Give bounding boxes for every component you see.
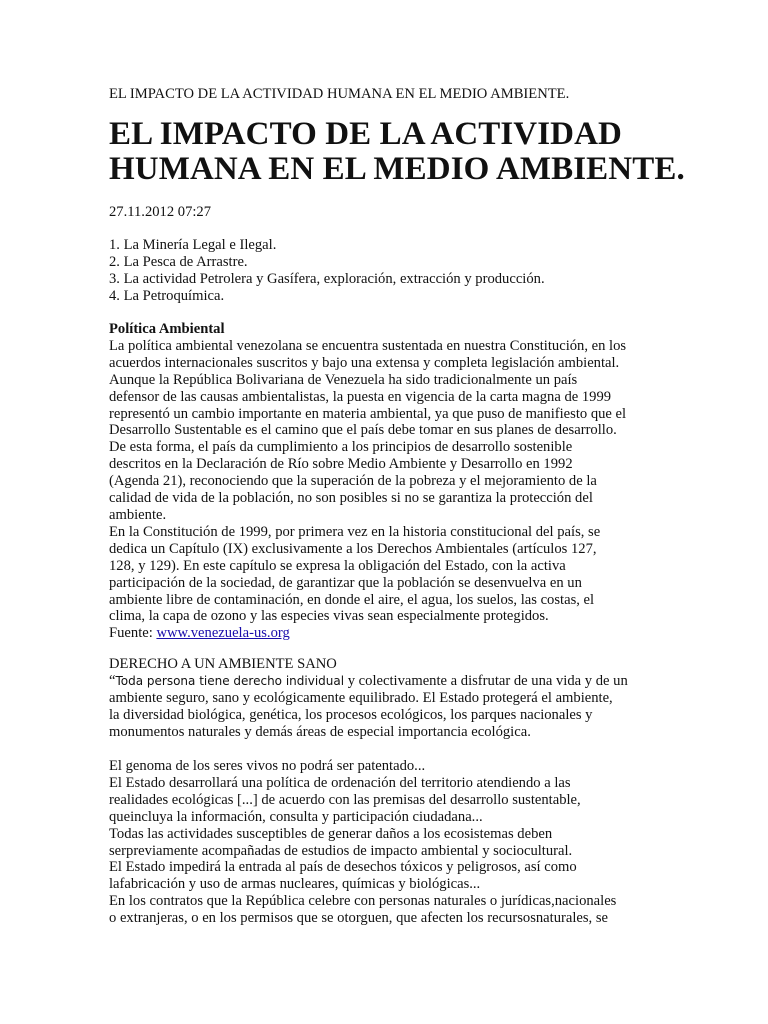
paragraph-line: 128, y 129). En este capítulo se expresa la obligación del Estado, con la activa [109,557,566,574]
paragraph-line: En los contratos que la República celebre con personas naturales o jurídicas,nacionales [109,893,617,910]
section-heading: Política Ambiental [109,321,225,337]
paragraph-line: Aunque la República Bolivariana de Venezuela ha sido tradicionalmente un país [109,371,578,388]
topic-item: 2. La Pesca de Arrastre. [109,253,248,270]
paragraph-line: Todas las actividades susceptibles de generar daños a los ecosistemas deben [109,825,553,842]
source-line [109,625,626,642]
topic-list [109,237,545,305]
paragraph-line: la diversidad biológica, genética, los procesos ecológicos, los parques nacionales y [109,706,593,723]
paragraph-line: monumentos naturales y demás áreas de especial importancia ecológica. [109,723,531,740]
paragraph-line: calidad de vida de la población, no son posibles si no se garantiza la protección del [109,490,593,507]
paragraph-line: ambiente libre de contaminación, en donde el aire, el agua, los suelos, las costas, el [109,591,595,608]
quote-line [109,673,628,690]
source-label: Fuente: [109,625,157,642]
paragraph-line: serpreviamente acompañadas de estudios de impacto ambiental y sociocultural. [109,842,573,859]
paragraph-line: realidades ecológicas [...] de acuerdo con las premisas del desarrollo sustentable, [109,791,581,808]
paragraph-line: clima, la capa de ozono y las especies vivas sean especialmente protegidos. [109,608,549,625]
paragraph-line: lafabricación y uso de armas nucleares, químicas y biológicas... [109,876,481,893]
quote-lead-text: Toda persona tiene derecho individual [115,673,345,688]
publish-date: 27.11.2012 07:27 [109,204,212,220]
quote-mark: “ [109,672,116,689]
paragraph-line: participación de la sociedad, de garantizar que la población se desenvuelva en un [109,574,582,591]
paragraph-line: ambiente seguro, sano y ecológicamente equilibrado. El Estado protegerá el ambiente, [109,689,613,706]
paragraph-line: queincluya la información, consulta y participación ciudadana... [109,808,483,825]
topic-item: 4. La Petroquímica. [109,287,225,304]
title-line-1: EL IMPACTO DE LA ACTIVIDAD [109,116,622,152]
paragraph-line: El Estado desarrollará una política de ordenación del territorio atendiendo a las [109,774,571,791]
paragraph-line: representó un cambio importante en materia ambiental, ya que puso de manifiesto que el [109,405,627,422]
quote-rest-text: y colectivamente a disfrutar de una vida y de un [344,672,628,689]
paragraph-line: ambiente. [109,506,167,523]
paragraph-line: El genoma de los seres vivos no podrá ser patentado... [109,758,426,774]
source-link[interactable]: www.venezuela-us.org [156,625,290,642]
page-title [109,117,685,187]
topic-item: 3. La actividad Petrolera y Gasífera, exploración, extracción y producción. [109,270,545,287]
topic-item: 1. La Minería Legal e Ilegal. [109,237,277,253]
paragraph-line: En la Constitución de 1999, por primera vez en la historia constitucional del país, se [109,523,601,540]
politica-ambiental-section [109,321,626,642]
paragraph-line: Desarrollo Sustentable es el camino que el país debe tomar en sus planes de desarrollo. [109,422,617,439]
paragraph-line: dedica un Capítulo (IX) exclusivamente a los Derechos Ambientales (artículos 127, [109,540,597,557]
derecho-ambiente-section [109,656,628,741]
paragraph-line: acuerdos internacionales suscritos y bajo una extensa y completa legislación ambiental. [109,354,620,371]
paragraph-line: La política ambiental venezolana se encuentra sustentada en nuestra Constitución, en los [109,337,627,354]
paragraph-line: De esta forma, el país da cumplimiento a los principios de desarrollo sostenible [109,439,573,456]
paragraph-line: descritos en la Declaración de Río sobre Medio Ambiente y Desarrollo en 1992 [109,456,573,473]
genoma-section [109,758,616,927]
paragraph-line: (Agenda 21), reconociendo que la superación de la pobreza y el mejoramiento de la [109,473,597,490]
section-heading: DERECHO A UN AMBIENTE SANO [109,656,337,672]
paragraph-line: El Estado impedirá la entrada al país de desechos tóxicos y peligrosos, así como [109,859,577,876]
paragraph-line: o extranjeras, o en los permisos que se otorguen, que afecten los recursosnaturales, se [109,910,609,927]
title-line-2: HUMANA EN EL MEDIO AMBIENTE. [109,151,685,187]
paragraph-line: defensor de las causas ambientalistas, la puesta en vigencia de la carta magna de 1999 [109,388,612,405]
running-header: EL IMPACTO DE LA ACTIVIDAD HUMANA EN EL MEDIO AMBIENTE. [109,86,570,102]
